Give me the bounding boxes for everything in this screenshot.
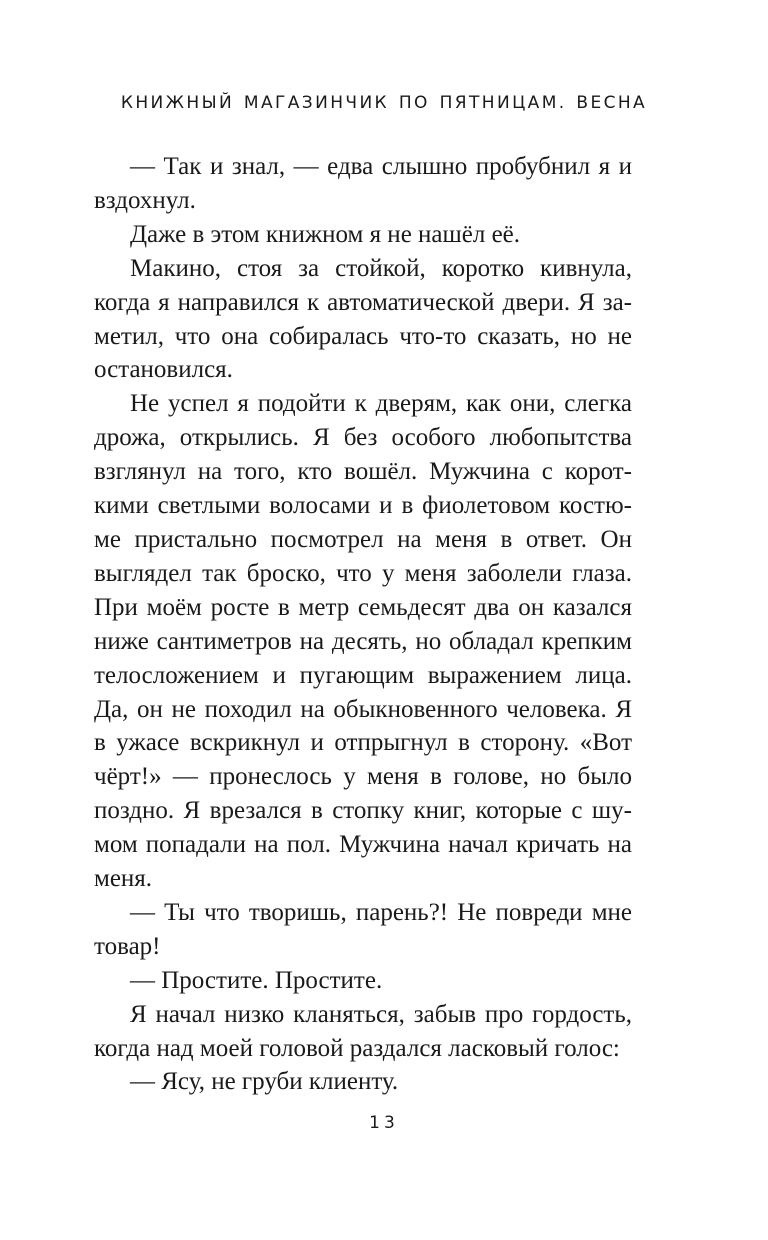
body-text	[94, 150, 632, 1099]
paragraph: — Так и знал, — едва слышно пробубнил я и вздохнул.	[94, 153, 632, 214]
paragraph: — Простите. Простите.	[130, 966, 383, 994]
paragraph: Не успел я подойти к дверям, как они, слегка дрожа, открылись. Я без особого любопытства взглянул на того, кто вошёл. Мужчина с короткими светлыми волосами и в фиолетовом костюме пристально посмотрел на меня в ответ. Он выглядел так броско, что у меня заболели глаза. При моём росте в метр семьдесят два он казался ниже сантиметров на десять, но обладал крепким телосложением и пугающим выражением лица. Да, он не походил на обыкновенного человека. Я в ужасе вскрикнул и отпрыгнул в сторону. «Вот чёрт!» — пронеслось у меня в голове, но было поздно. Я врезался в стопку книг, которые с шумом попадали на пол. Мужчина начал кричать на меня.	[94, 390, 632, 893]
running-header: КНИЖНЫЙ МАГАЗИНЧИК ПО ПЯТНИЦАМ. ВЕСНА	[120, 93, 648, 113]
paragraph: Даже в этом книжном я не нашёл её.	[130, 220, 521, 248]
paragraph: — Ты что творишь, парень?! Не повреди мне товар!	[94, 898, 632, 960]
paragraph: Макино, стоя за стойкой, коротко кивнула, когда я направился к автоматической двери. Я заметил, что она собиралась что-то сказать, но не остановился.	[94, 254, 632, 384]
paragraph: Я начал низко кланяться, забыв про гордость, когда над моей головой раздался ласковый голос:	[94, 1000, 632, 1062]
page-number: 13	[369, 1113, 399, 1133]
paragraph: — Ясу, не груби клиенту.	[130, 1068, 399, 1096]
